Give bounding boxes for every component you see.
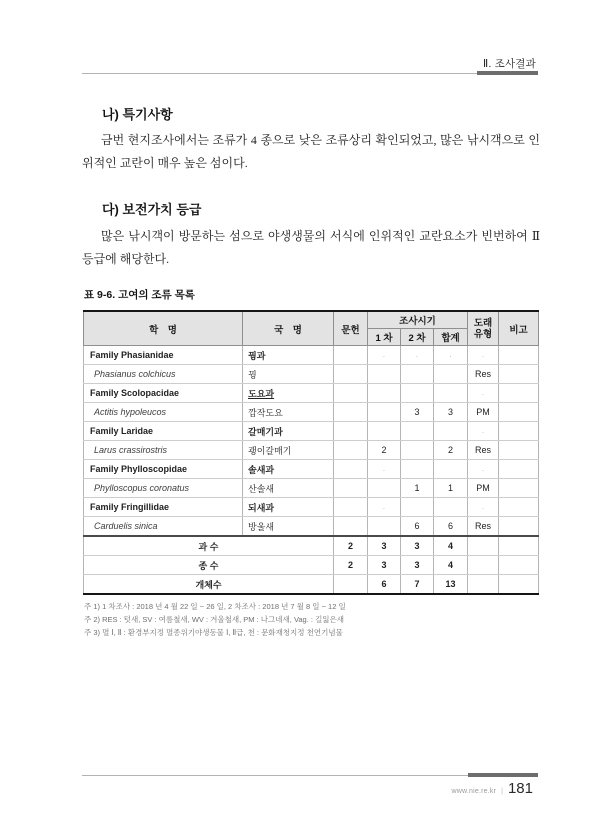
section-heading-conservation-grade: 다) 보전가치 등급	[102, 202, 202, 217]
cell-total	[434, 365, 468, 384]
cell-korean: 되새과	[243, 498, 334, 517]
cell-literature	[334, 365, 368, 384]
cell-survey2: 3	[401, 536, 434, 556]
summary-label: 개체수	[84, 575, 334, 595]
cell-scientific: Family Phasianidae	[84, 346, 243, 365]
col-header-korean-name: 국 명	[243, 311, 334, 346]
cell-literature: 2	[334, 556, 368, 575]
running-header-section-label: Ⅱ. 조사결과	[483, 58, 536, 70]
footnote-1: 주 1) 1 차조사 : 2018 년 4 월 22 일 ~ 26 일, 2 차조사 : 2018 년 7 월 8 일 ~ 12 일	[84, 602, 346, 611]
cell-korean: 방울새	[243, 517, 334, 537]
table-row-family-scolopacidae	[84, 384, 539, 403]
cell-literature	[334, 575, 368, 595]
cell-survey2	[401, 460, 434, 479]
cell-scientific: Family Scolopacidae	[84, 384, 243, 403]
cell-remarks	[499, 346, 539, 365]
cell-survey1: .	[368, 460, 401, 479]
cell-migration-type: PM	[468, 403, 499, 422]
footer-rule-accent-bar	[468, 773, 538, 777]
cell-total: .	[434, 346, 468, 365]
cell-scientific: Family Fringillidae	[84, 498, 243, 517]
bird-species-table	[83, 310, 539, 595]
cell-survey2: 3	[401, 403, 434, 422]
cell-scientific: Actitis hypoleucos	[84, 403, 243, 422]
cell-korean: 꿩과	[243, 346, 334, 365]
cell-remarks	[499, 384, 539, 403]
cell-remarks	[499, 517, 539, 537]
cell-survey1	[368, 517, 401, 537]
cell-scientific: Phasianus colchicus	[84, 365, 243, 384]
cell-survey2: 3	[401, 556, 434, 575]
cell-migration-type: .	[468, 460, 499, 479]
table-row-carduelis-sinica	[84, 517, 539, 537]
cell-migration-type: .	[468, 384, 499, 403]
footnote-3: 주 3) 멸 Ⅰ, Ⅱ : 환경부지정 멸종위기야생동물 Ⅰ, Ⅱ급, 천 : 문화재청지정 천연기념물	[84, 628, 343, 637]
cell-korean: 꿩	[243, 365, 334, 384]
cell-remarks	[499, 498, 539, 517]
cell-total	[434, 498, 468, 517]
table-row-family-phylloscopidae	[84, 460, 539, 479]
summary-row-individual-count	[84, 575, 539, 595]
col-header-survey-period: 조사시기	[368, 311, 468, 329]
cell-survey2	[401, 441, 434, 460]
summary-row-species-count	[84, 556, 539, 575]
page-number: 181	[507, 780, 533, 797]
section-heading-special-notes: 나) 특기사항	[102, 107, 173, 122]
cell-korean: 산솔새	[243, 479, 334, 498]
cell-remarks	[499, 479, 539, 498]
cell-migration-type: .	[468, 498, 499, 517]
cell-remarks	[499, 460, 539, 479]
cell-total: 1	[434, 479, 468, 498]
col-header-scientific-name: 학 명	[84, 311, 243, 346]
cell-remarks	[499, 422, 539, 441]
cell-survey1: .	[368, 346, 401, 365]
cell-total	[434, 384, 468, 403]
migration-type-line2: 유형	[473, 328, 493, 340]
paragraph-conservation-grade: 많은 낚시객이 방문하는 섬으로 야생생물의 서식에 인위적인 교란요소가 빈번하여 Ⅱ 등급에 해당한다.	[82, 229, 540, 266]
cell-literature	[334, 403, 368, 422]
footer	[452, 780, 533, 797]
cell-survey1	[368, 422, 401, 441]
cell-remarks	[499, 556, 539, 575]
cell-survey1: 3	[368, 536, 401, 556]
col-header-total: 합계	[434, 329, 468, 346]
cell-total: 4	[434, 556, 468, 575]
cell-korean: 괭이갈매기	[243, 441, 334, 460]
cell-korean: 도요과	[243, 384, 334, 403]
cell-scientific: Carduelis sinica	[84, 517, 243, 537]
cell-literature	[334, 384, 368, 403]
cell-survey2: 7	[401, 575, 434, 595]
cell-survey1: .	[368, 498, 401, 517]
footnote-2: 주 2) RES : 텃새, SV : 여름철새, WV : 겨울철새, PM : 나그네새, Vag. : 길잃은새	[84, 615, 345, 624]
cell-survey2	[401, 365, 434, 384]
col-header-migration-type	[468, 311, 499, 346]
cell-survey1: 2	[368, 441, 401, 460]
cell-migration-type: Res	[468, 517, 499, 537]
col-header-survey-1: 1 차	[368, 329, 401, 346]
header-rule-accent-bar	[477, 71, 538, 75]
cell-survey1	[368, 403, 401, 422]
cell-literature	[334, 346, 368, 365]
cell-literature	[334, 479, 368, 498]
summary-label: 종 수	[84, 556, 334, 575]
cell-korean: 솔새과	[243, 460, 334, 479]
cell-total	[434, 422, 468, 441]
cell-total: 13	[434, 575, 468, 595]
cell-migration-type	[468, 556, 499, 575]
cell-literature	[334, 517, 368, 537]
cell-korean: 갈매기과	[243, 422, 334, 441]
summary-label: 과 수	[84, 536, 334, 556]
cell-total: 6	[434, 517, 468, 537]
cell-literature	[334, 422, 368, 441]
table-row-actitis-hypoleucos	[84, 403, 539, 422]
col-header-survey-2: 2 차	[401, 329, 434, 346]
cell-total: 4	[434, 536, 468, 556]
cell-literature: 2	[334, 536, 368, 556]
cell-remarks	[499, 441, 539, 460]
table-footnotes	[84, 600, 346, 639]
table-row-family-phasianidae	[84, 346, 539, 365]
footer-separator: |	[501, 788, 503, 795]
cell-remarks	[499, 536, 539, 556]
cell-literature	[334, 441, 368, 460]
table-caption: 표 9-6. 고여의 조류 목록	[84, 289, 195, 301]
cell-remarks	[499, 575, 539, 595]
cell-survey2	[401, 384, 434, 403]
migration-type-line1: 도래	[473, 317, 493, 329]
summary-row-family-count	[84, 536, 539, 556]
cell-survey1: 6	[368, 575, 401, 595]
cell-total: 3	[434, 403, 468, 422]
cell-literature	[334, 460, 368, 479]
cell-migration-type	[468, 536, 499, 556]
table-row-larus-crassirostris	[84, 441, 539, 460]
cell-survey1	[368, 479, 401, 498]
cell-migration-type: .	[468, 346, 499, 365]
cell-migration-type: Res	[468, 441, 499, 460]
cell-remarks	[499, 403, 539, 422]
table-row-phasianus-colchicus	[84, 365, 539, 384]
cell-survey2: 1	[401, 479, 434, 498]
bird-species-table-wrap	[83, 310, 539, 595]
cell-total	[434, 460, 468, 479]
cell-survey2: 6	[401, 517, 434, 537]
cell-migration-type: .	[468, 422, 499, 441]
cell-survey2: .	[401, 346, 434, 365]
cell-migration-type: PM	[468, 479, 499, 498]
footer-website-url: www.nie.re.kr	[451, 788, 497, 795]
cell-survey1	[368, 384, 401, 403]
cell-survey2	[401, 422, 434, 441]
cell-survey1: 3	[368, 556, 401, 575]
header-rule	[82, 73, 538, 74]
cell-migration-type: Res	[468, 365, 499, 384]
cell-korean: 깝작도요	[243, 403, 334, 422]
cell-migration-type	[468, 575, 499, 595]
cell-remarks	[499, 365, 539, 384]
paragraph-special-notes: 금번 현지조사에서는 조류가 4 종으로 낮은 조류상리 확인되었고, 많은 낚시객으로 인위적인 교란이 매우 높은 섬이다.	[82, 133, 540, 170]
cell-scientific: Family Phylloscopidae	[84, 460, 243, 479]
cell-scientific: Phylloscopus coronatus	[84, 479, 243, 498]
col-header-literature: 문헌	[334, 311, 368, 346]
cell-scientific: Larus crassirostris	[84, 441, 243, 460]
cell-total: 2	[434, 441, 468, 460]
cell-survey1	[368, 365, 401, 384]
table-row-family-fringillidae	[84, 498, 539, 517]
col-header-remarks: 비고	[499, 311, 539, 346]
table-row-phylloscopus-coronatus	[84, 479, 539, 498]
cell-scientific: Family Laridae	[84, 422, 243, 441]
cell-survey2	[401, 498, 434, 517]
cell-literature	[334, 498, 368, 517]
table-row-family-laridae	[84, 422, 539, 441]
